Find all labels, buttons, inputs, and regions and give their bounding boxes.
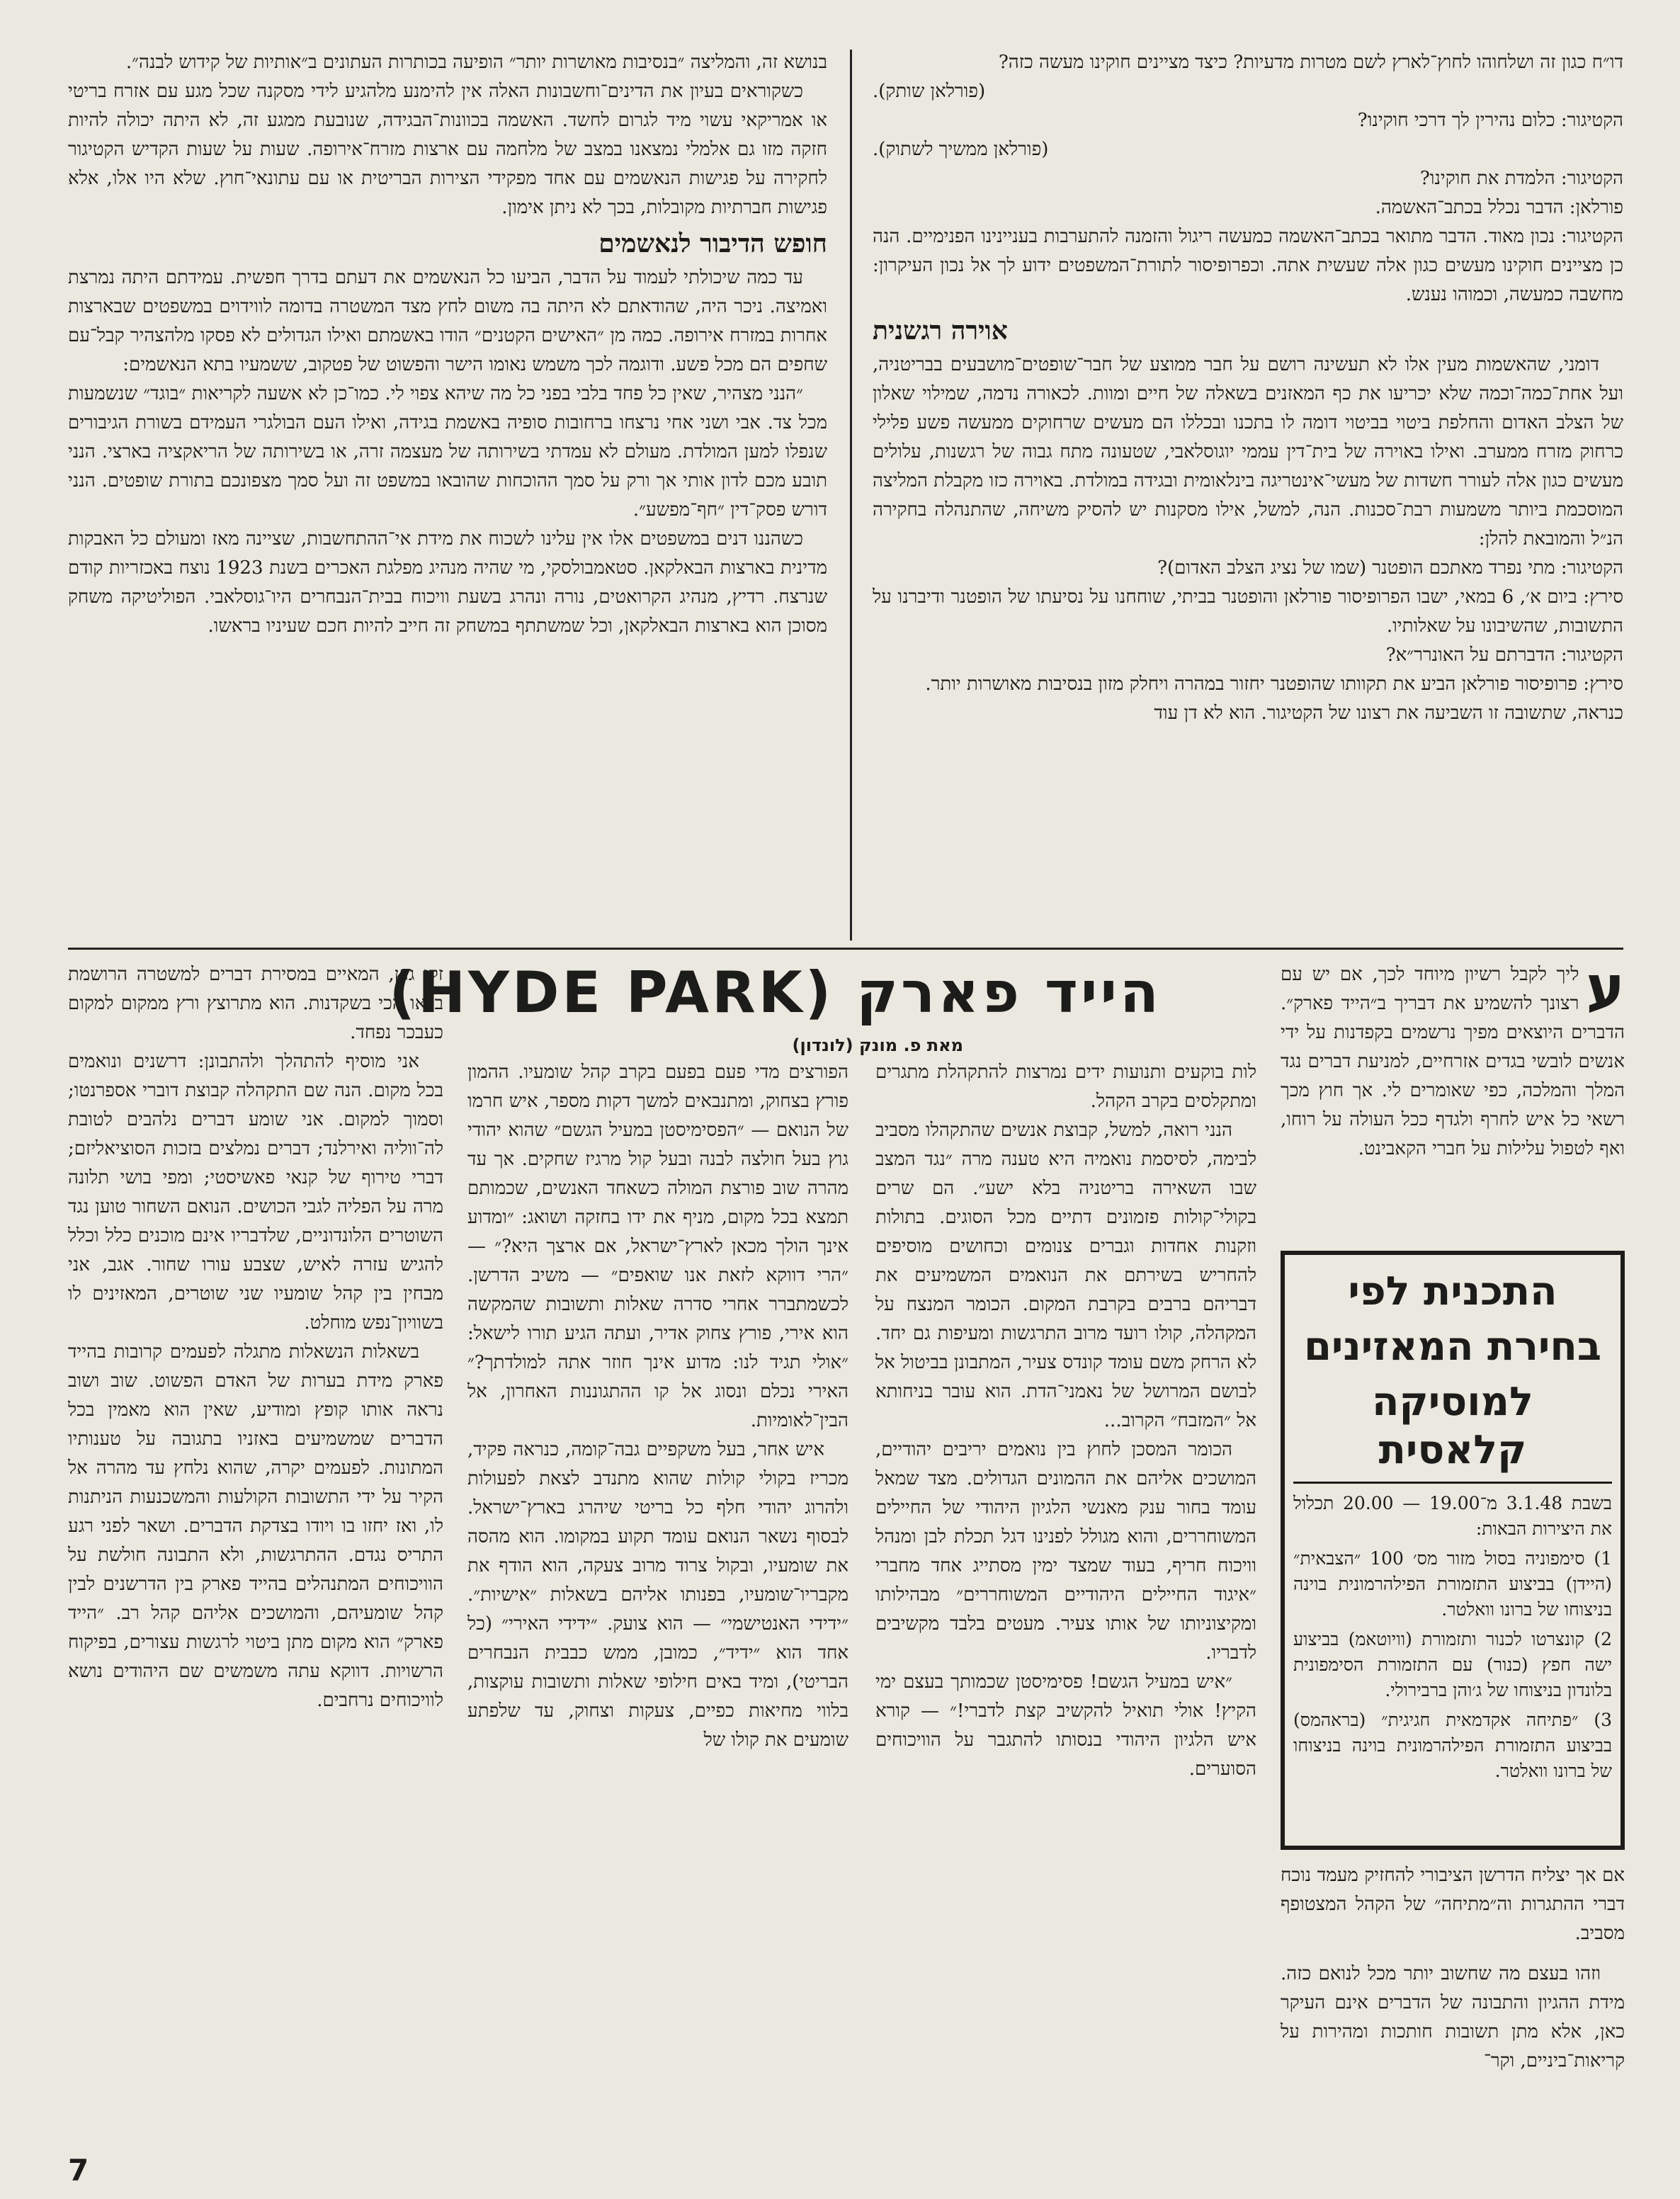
article-title-english: (HYDE PARK) <box>389 960 834 1025</box>
paragraph: זקן גוץ, המאיים במסירת דברים למשטרה הרושמת בלאו הכי בשקדנות. הוא מתרוצץ ורץ ממקום למקום כעבכר נפחד. <box>68 964 443 1043</box>
section-divider <box>68 948 1623 950</box>
box-title-line: התכנית לפי <box>1348 1268 1557 1314</box>
paragraph: סירץ: ביום א׳, 6 במאי, ישבו הפרופיסור פורלאן והופטנר בביתי, שוחחנו על נסיעתו של הופטנר ודיברנו על התשובות, שהשיבונו על שאלותיו. <box>873 586 1623 637</box>
radio-program-box <box>1281 1251 1625 1850</box>
column-top-left <box>68 48 827 942</box>
column-bottom-2 <box>875 1058 1256 2163</box>
paragraph: הפורצים מדי פעם בפעם בקרב קהל שומעיו. ההמון פורץ בצחוק, ומתנבאים למשך דקות מספר, איש חרמו של הנואם — ״הפסימיסטן במעיל הגשם״ שהוא יהודי גוץ בעל חולצה לבנה ובעל קול מרגיז שחקים. אך עד מהרה שוב פורצת המולה כשאחד האנשים, שכמותם תמצא בכל מקום, מניף את ידו בחזקה ושואג: ״ומדוע אינך הולך מכאן לארץ־ישראל, אם ארצך היא?״ — ״הרי דווקא לזאת אנו שואפים״ — משיב הדרשן. לכשמתברר אחרי סדרה שאלות ותשובות שהמקשה הוא אירי, פורץ צחוק אדיר, ועתה הגיע תורו לישאל: ״אולי תגיד לנו: מדוע אינך חוזר אתה למולדתך?״ האירי נכלם ונסוג אל קו ההתגוננות האחרון, אל הבין־לאומיות. <box>467 1062 848 1431</box>
paragraph: הנני רואה, למשל, קבוצת אנשים שהתקהלו מסביב לבימה, לסיסמת נואמיה היא טענה מרה ״נגד המצב שבו השאירה בריטניה בלא ישע״. הם שרים בקולי־קולות פזמונים דתיים מכל הסוגים. בתולות וזקנות אחדות וגברים צנומים וכחושים מוסיפים להחריש בשירתם את הנואמים המשמיעים את דבריהם ברבים בקרבת המקום. הכומר המנצח על המקהלה, קולו רועד מרוב התרגשות ומעיפות גם יחד. לא הרחק משם עומד קונדס צעיר, המתבונן בביטול אל לבושם המרושל של נאמני־הדת. הוא עובר בניחותא אל ״המזבח״ הקרוב... <box>875 1120 1256 1431</box>
article-title-hebrew: הייד פארק <box>856 960 1162 1025</box>
paragraph: דו״ח כגון זה ושלחוהו לחוץ־לארץ לשם מטרות מדעיות? כיצד מציינים חוקינו מעשה כזה? <box>998 52 1623 73</box>
column-bottom-1 <box>1281 960 1625 1244</box>
paragraph: סירץ: פרופיסור פורלאן הביע את תקוותו שהופטנר יחזור במהרה ויחלק מזון בנסיבות מאושרות יותר. <box>925 674 1623 695</box>
paragraph: הקטיגור: הדברתם על האונרר״א? <box>1385 644 1623 666</box>
intro-paragraph <box>1281 960 1625 1164</box>
paragraph: פורלאן: הדבר נכלל בכתב־האשמה. <box>1375 197 1623 218</box>
box-divider <box>1293 1482 1612 1484</box>
box-schedule: בשבת 3.1.48 מ־19.00 — 20.00 תכלול את היצירות הבאות: <box>1293 1493 1612 1539</box>
paragraph: ״איש במעיל הגשם! פסימיסטן שכמותך בעצם ימי הקיץ! אולי תואיל להקשיב קצת לדברי!״ — קורא איש הלגיון היהודי בנסותו להתגבר על הוויכוחים הסוערים. <box>875 1671 1256 1780</box>
box-item: 3) ״פתיחה אקדמאית חגיגית״ (בראהמס) בביצוע התזמורת הפילהרמונית בוינה בניצוחו של ברונו וואלטר. <box>1293 1710 1612 1781</box>
column-bottom-3 <box>467 1058 848 2163</box>
section-subhead: חופש הדיבור לנאשמים <box>598 229 827 258</box>
box-title-line: בחירת המאזינים <box>1303 1324 1602 1370</box>
box-item: 2) קונצרטו לכנור ותזמורת (וויוטאמ) בביצוע ישה חפץ (כנור) עם התזמורת הסימפונית בלונדון בניצוחו של ג׳והן ברבירולי. <box>1293 1629 1612 1700</box>
intro-text: ליך לקבל רשיון מיוחד לכך, אם יש עם רצונך להשמיע את דבריך ב״הייד פארק״. הדברים היוצאים מפיך נרשמים בקפדנות על ידי אנשים לובשי בגדים אזרחיים, למניעת דברים נגד המלך והמלכה, כפי שאומרים לי. אך חוץ מכך רשאי כל איש לחרף ולגדף ככל העולה על רוחו, ואף לטפול עלילות על חברי הקאבינט. <box>1281 964 1625 1159</box>
paragraph: בנושא זה, והמליצה ״בנסיבות מאושרות יותר״ הופיעה בכותרות העתונים ב״אותיות של קידוש לבנה״. <box>125 52 827 73</box>
paragraph: אם אך יצליח הדרשן הציבורי להחזיק מעמד נוכח דברי ההתגרות וה״מתיחה״ של הקהל המצטופף מסביב. <box>1281 1865 1625 1944</box>
paragraph: הקטיגור: כלום נהירין לך דרכי חוקינו? <box>1357 110 1623 131</box>
column-bottom-1-continued <box>1281 1861 1625 2159</box>
paragraph: וזהו בעצם מה שחשוב יותר מכל לנואם כזה. מידת ההגיון והתבונה של הדברים אינם העיקר כאן, אלא מתן תשובות חותכות ומהירות על קריאות־ביניים, וקר־ <box>1281 1963 1625 2072</box>
column-divider <box>850 50 852 941</box>
paragraph: דומני, שהאשמות מעין אלו לא תעשינה רושם על חבר ממוצע של חבר־שופטים־מושבעים בבריטניה, ועל אחת־כמה־וכמה שלא יכריעו את כף המאזנים בשאלה של חיים ומוות. לכאורה נדמה, שמילוי שאלון של הצלב האדום והחלפת ביטוי בביטוי דומה לו בתכנו ובכללו הם מעשים שרחוקים ממעשה פשע פלילי כרחוק מזרח ממערב. ואילו באוירה של בית־דין עממי יוגוסלאבי, שטעונה מתח גבוה של רגשנות, עלולים מעשים כגון אלה לעורר חשדות של מעשי־אינטריגה בינלאומית ובגידה במולדת. באוירה כזו מקבלת המליצה המוסכמת ביותר משמעות רבת־סכנות. הנה, למשל, אילו מסקנות יש להסיק משיחה, שהתנהלה בחקירה הנ״ל והמובאת להלן: <box>873 354 1623 550</box>
article-title <box>389 958 1162 1028</box>
paragraph: לות בוקעים ותנועות ידים נמרצות להתקהלת מתגרים ומתקלסים בקרב הקהל. <box>875 1062 1256 1112</box>
paragraph: (פורלאן שותק). <box>873 81 986 102</box>
paragraph: הקטיגור: נכון מאוד. הדבר מתואר בכתב־האשמה כמעשה ריגול והזמנה להתערבות בעניינינו הפנימיים. הנה כן מציינים חוקינו מעשים כגון אלה שעשית אתה. וכפרופיסור לתורת־המשפטים ידוע לך אל נכון העיקרון: מחשבה כמעשה, וכמוהו נענש. <box>873 226 1623 305</box>
paragraph: כשקוראים בעיון את הדינים־וחשבונות האלה אין להימנע מלהגיע לידי מסקנה שכל מגע עם אזרח בריטי או אמריקאי עשוי מיד לגרום לחשד. האשמה בכוונות־הבגידה, שנובעת ממגע זה, לא היתה יכולה להיות חזקה מזו גם אלמלי נמצאנו במצב של מלחמה עם ארצות מזרח־אירופה. שעות על שעות הקדיש הקטיגור לחקירה על פגישות הנאשמים עם אחד מפקידי הצירות הבריטית או עם עתונאי־חוץ. שלא היו אלו, אלא פגישות חברתיות מקובלות, בכך לא ניתן אימון. <box>68 81 827 218</box>
box-item: 1) סימפוניה בסול מזור מס׳ 100 ״הצבאית״ (היידן) בביצוע התזמורת הפילהרמונית בוינה בניצוחו של ברונו וואלטר. <box>1293 1548 1612 1620</box>
paragraph: כשהננו דנים במשפטים אלו אין עלינו לשכוח את מידת אי־ההתחשבות, שציינה מאז ומעולם כל האבקות מדינית בארצות הבאלקאן. סטאמבולסקי, מי שהיה מנהיג מפלגת האכרים בשנת 1923 נוצח באכזריות קודם שנרצח. רדיץ, מנהיג הקרואטים, נורה ונהרג בשעת וויכוח בבית־הנבחרים היו־גוסלאבי. הפוליטיקה משחק מסוכן הוא בארצות הבאלקאן, וכל שמשתתף במשחק זה חייב להיות חכם שעיניו בראשו. <box>68 528 827 637</box>
paragraph: איש אחר, בעל משקפיים גבה־קומה, כנראה פקיד, מכריז בקולי קולות שהוא מתנדב לצאת לפעולות ולהרוג יהודי חלף כל בריטי שיהרג בארץ־ישראל. לבסוף נשאר הנואם עומד תקוע במקומו. הוא מהסה את שומעיו, ובקול צרוד מרוב צעקה, הוא הודף את מקבריו־שומעיו, בפנותו אליהם בשאלות ״אישיות״. ״ידידי האנטישמי״ — הוא צועק. ״ידידי האירי״ (כל אחד הוא ״ידיד״, כמובן, ממש כבבית הנבחרים הבריטי), ומיד באים חילופי שאלות ותשובות עוקצות, בלווי מחיאות כפיים, צעקות וצחוק, עד שלפתע שומעים את קולו של <box>467 1439 848 1751</box>
section-subhead: אוירה רגשנית <box>873 316 1008 346</box>
paragraph: אני מוסיף להתהלך ולהתבונן: דרשנים ונואמים בכל מקום. הנה שם התקהלה קבוצת דוברי אספרנטו; וסמוך למקום. אני שומע דברים נלהבים לטובת לה־ווליה ואירלנד; דברים נמלצים בזכות הסוציאליזם; דברי טירוף של קנאי פאשיסטי; ומפי בושי תלונה מרה על הפליה לגבי הכושים. הנואם השחור טוען נגד השוטרים הלונדוניים, שלדבריו אינם מוכנים כלל וכלל להגיש עזרה לאיש, שצבע עורו שחור. אגב, אני מבחין בין קהל שומעיו שני שוטרים, המאזינים לו בשוויון־נפש מוחלט. <box>68 1051 443 1334</box>
column-top-right <box>873 48 1623 942</box>
paragraph: הקטיגור: מתי נפרד מאתכם הופטנר (שמו של נציג הצלב האדום)? <box>1157 557 1623 579</box>
column-bottom-4 <box>68 960 443 2164</box>
paragraph: כנראה, שתשובה זו השביעה את רצונו של הקטיגור. הוא לא דן עוד <box>1154 703 1623 724</box>
paragraph: הקטיגור: הלמדת את חוקינו? <box>1419 168 1623 189</box>
paragraph: עד כמה שיכולתי לעמוד על הדבר, הביעו כל הנאשמים את דעתם בדרך חפשית. עמידתם היתה נמרצת ואמיצה. ניכר היה, שהודאתם לא היתה בה משום לחץ מצד המשטרה בדומה לווידוים במשפטים שבארצות אחרות במזרח אירופה. כמה מן ״האישים הקטנים״ הודו באשמתם ואילו הגדולים לא פסקו מלהצהיר קבל־עם שחפים הם מכל פשע. ודוגמה לכך משמש נאומו הישר והפשוט של פטקוב, ששמעיו בתא הנאשמים: <box>68 267 827 375</box>
paragraph: (פורלאן ממשיך לשתוק). <box>873 139 1049 160</box>
paragraph: בשאלות הנשאלות מתגלה לפעמים קרובות בהייד פארק מידת בערות של האדם הפשוט. שוב ושוב נראה אותו קופץ ומודיע, שאין הוא מאמין בכל הדברים שמשמיעים באזניו בתגובה על טענותיו המתונות. לפעמים יקרה, שהוא נלחץ עד מהרה אל הקיר על ידי התשובות הקולעות והמשכנעות הניתנות לו, ואז יחזו בו ויודו בצדקת הדברים. ושאר לפני רגע התריס נגדם. ההתרגשות, ולא התבונה חולשת על הוויכוחים המתנהלים בהייד פארק בין הדרשנים לבין קהל שומעיהם, והמושכים אליהם קהל רב. ״הייד פארק״ הוא מקום מתן ביטוי לרגשות עצורים, בפיקוח הרשויות. דווקא עתה משמשים שם היהודים נושא לוויכוחים נרחבים. <box>68 1341 443 1711</box>
drop-cap: ע <box>1586 960 1625 1021</box>
box-title-line: למוסיקה קלאסית <box>1372 1379 1533 1473</box>
paragraph: ״הנני מצהיר, שאין כל פחד בלבי בפני כל מה שיהא צפוי לי. כמו־כן לא אשעה לקריאות ״בוגד״ שנשמעות מכל צד. אבי ושני אחי נרצחו ברחובות סופיה באשמת בגידה, ואילו העם הבולגרי העמידם בשורת הגיבורים שנפלו למען המולדת. מעולם לא עמדתי בשירותה של מעצמה זרה, או בשירותה של הריאקציה בארצי. הנני תובע מכם לדון אותי אך ורק על סמך ההוכחות שהובאו במשפט זה ועל סמך מצפונכם בתורת שופטים. הנני דורש פסק־דין ״חף־מפשע״. <box>68 383 827 521</box>
byline: מאת פ. מונק (לונדון) <box>792 1035 963 1055</box>
paragraph: הכומר המסכן לחוץ בין נואמים יריבים יהודיים, המושכים אליהם את ההמונים הגדולים. מצד שמאל עומד בחור ענק מאנשי הלגיון היהודי של החיילים המשוחררים, והוא מגולל לפנינו דגל תכלת לבן ומנהל וויכוח חריף, בעוד שמצד ימין מסתייג אחד מחברי ״איגוד החיילים היהודיים המשוחררים״ מבהילותו ומקיצוניותו של אותו צעיר. מעטים בלבד מקשיבים לדבריו. <box>875 1439 1256 1664</box>
page-number: 7 <box>68 2153 89 2188</box>
